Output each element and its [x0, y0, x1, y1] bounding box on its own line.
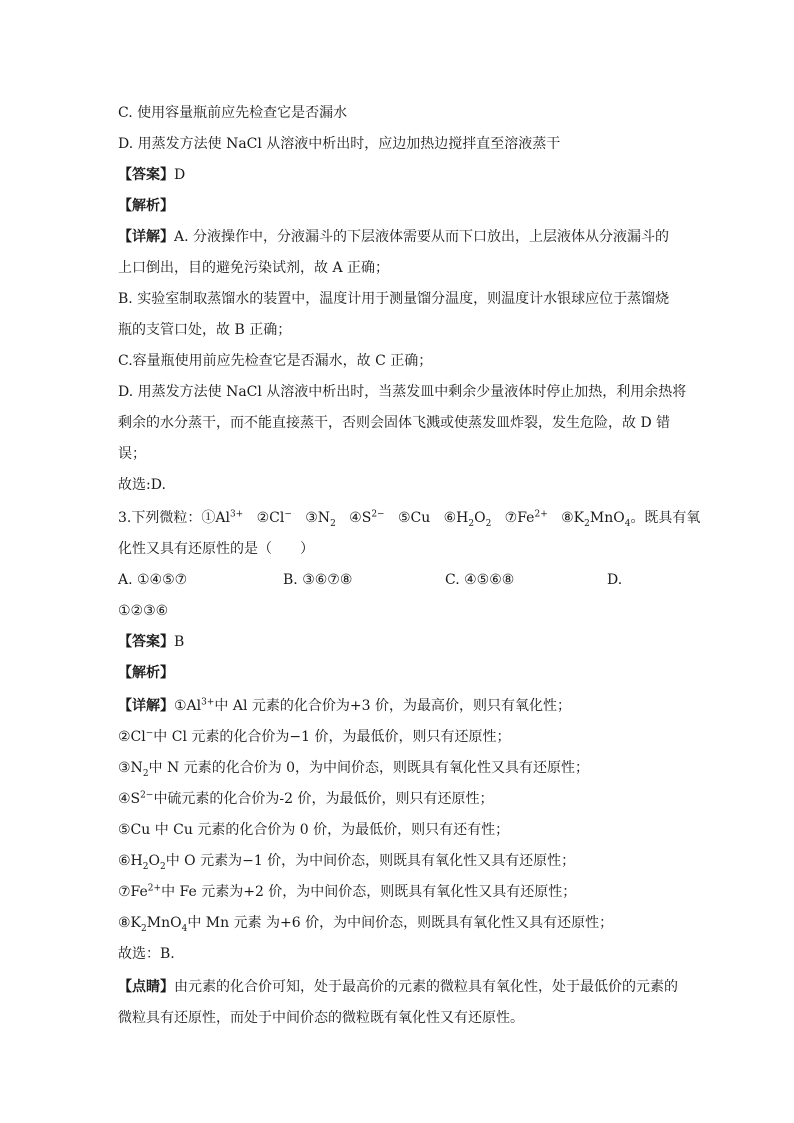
detail-line-3: B. 实验室制取蒸馏水的装置中，温度计用于测量馏分温度，则温度计水银球应位于蒸馏烧 — [118, 291, 670, 307]
answer-line-q2: 【答案】D — [118, 167, 186, 183]
detail-line-6: D. 用蒸发方法使 NaCl 从溶液中析出时，当蒸发皿中剩余少量液体时停止加热，利用余热将 — [118, 384, 687, 400]
detail-line-7: 剩余的水分蒸干，而不能直接蒸干，否则会固体飞溅或使蒸发皿炸裂，发生危险，故 D 错 — [118, 415, 671, 431]
detail-tag: 【详解】 — [118, 229, 174, 245]
question-3-line-2: 化性又具有还原性的是（ ） — [118, 541, 314, 557]
q3-detail-7: $⑦Fe^{2+}$中 Fe 元素为+2 价，为中间价态，则既具有氧化性又具有还原性； — [118, 883, 577, 900]
q3-detail-1: 【详解】$①Al^{3+}$中 Al 元素的化合价为+3 价，为最高价，则只有氧化性； — [118, 697, 571, 714]
analysis-heading-q2: 【解析】 — [118, 198, 174, 214]
detail-line-8: 误； — [118, 446, 146, 462]
note-line-2: 微粒具有还原性，而处于中间价态的微粒既有氧化性又有还原性。 — [118, 1010, 524, 1026]
q3-detail-6: $⑥H_2O_2$中 O 元素为−1 价，为中间价态，则既具有氧化性又具有还原性； — [118, 853, 576, 872]
detail-line-4: 瓶的支管口处，故 B 正确； — [118, 322, 292, 338]
detail-line-2: 上口倒出，目的避免污染试剂，故 A 正确； — [118, 260, 390, 276]
analysis-heading-q3: 【解析】 — [118, 665, 174, 681]
option-d-text: ①②③⑥ — [118, 603, 169, 619]
option-c: C. ④⑤⑥⑧ — [445, 572, 515, 588]
q3-choice: 故选：B. — [118, 946, 175, 962]
option-c-line: C. 使用容量瓶前应先检查它是否漏水 — [118, 105, 348, 121]
question-3-line-1: 3.下列微粒：$①Al^{3+}$ ②Cl− $③N_2$ $④S^{2-}$ ⑤Cu $⑥H_2O_2$ $⑦Fe^{2+}$ $⑧K_2MnO_4$。既具有氧 — [118, 509, 701, 529]
note-line-1: 【点睛】由元素的化合价可知，处于最高价的元素的微粒具有氧化性，处于最低价的元素的 — [118, 979, 678, 995]
q3-detail-3: $③N_2$中 N 元素的化合价为 0，为中间价态，则既具有氧化性又具有还原性； — [118, 760, 590, 779]
answer-line-q3: 【答案】B — [118, 634, 185, 650]
option-d: D. — [607, 572, 623, 588]
q3-detail-8: $⑧K_2MnO_4$中 Mn 元素 为+6 价，为中间价态，则既具有氧化性又具有还原性； — [118, 915, 614, 934]
option-d-line: D. 用蒸发方法使 NaCl 从溶液中析出时，应边加热边搅拌直至溶液蒸干 — [118, 136, 561, 152]
q3-detail-2: ②Cl−中 Cl 元素的化合价为−1 价，为最低价，则只有还原性； — [118, 728, 511, 745]
detail-line-1: 【详解】A. 分液操作中，分液漏斗的下层液体需要从而下口放出，上层液体从分液漏斗的 — [118, 229, 670, 245]
note-tag: 【点睛】 — [118, 979, 174, 995]
q3-detail-5: ⑤Cu 中 Cu 元素的化合价为 0 价，为最低价，则只有还有性； — [118, 822, 510, 838]
detail-line-5: C.容量瓶使用前应先检查它是否漏水，故 C 正确； — [118, 353, 433, 369]
q3-detail-4: $④S^{2-}$中硫元素的化合价为-2 价，为最低价，则只有还原性； — [118, 790, 494, 807]
choice-line-q2: 故选:D. — [118, 477, 166, 493]
option-b: B. ③⑥⑦⑧ — [283, 572, 353, 588]
option-a: A. ①④⑤⑦ — [118, 572, 188, 588]
answer-tag: 【答案】 — [118, 167, 174, 183]
